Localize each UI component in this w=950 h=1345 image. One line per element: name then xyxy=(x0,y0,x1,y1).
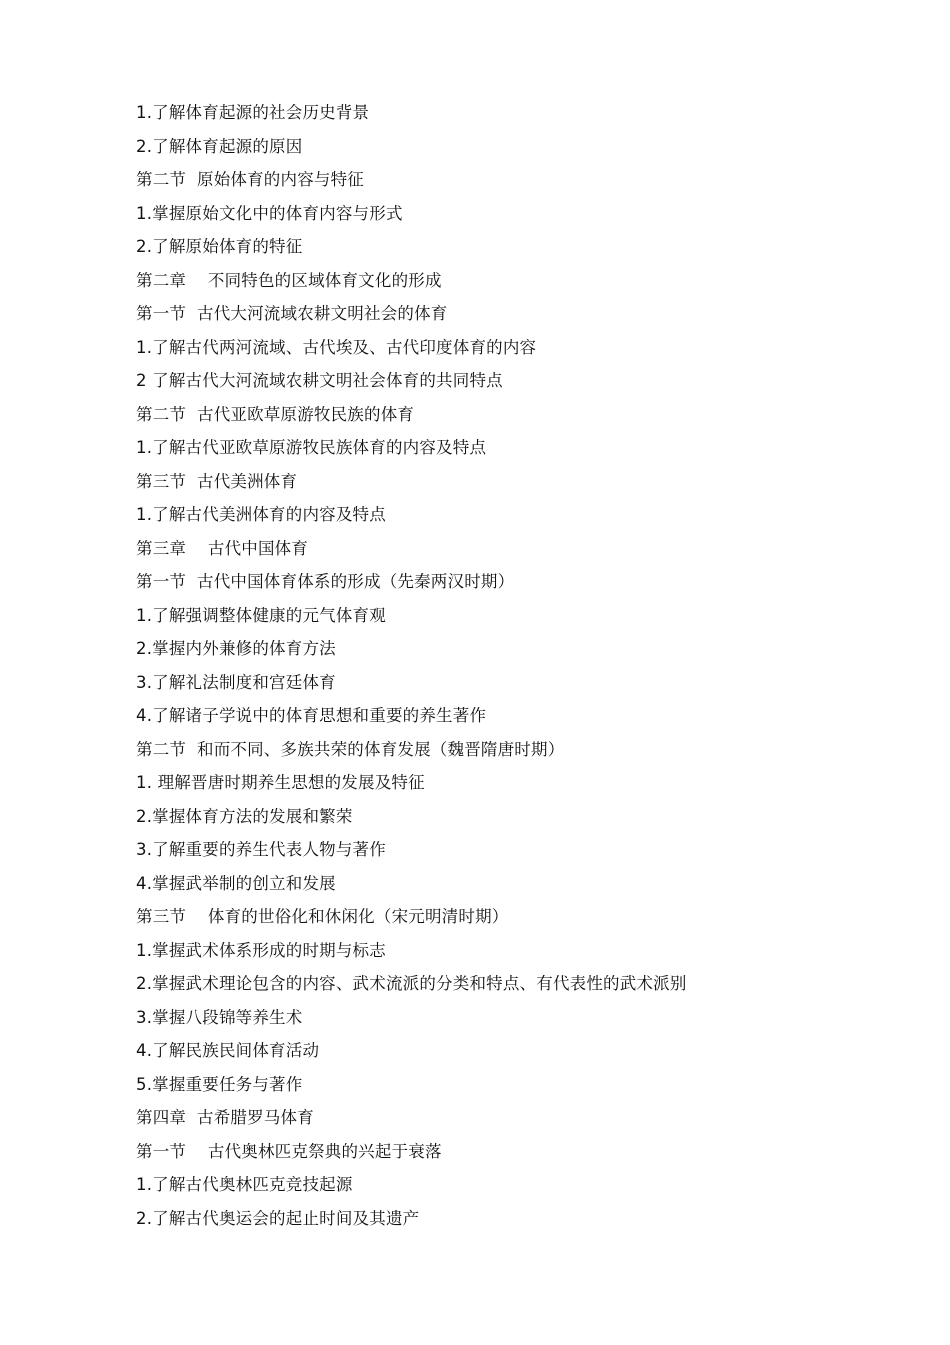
section-heading: 第二节 古代亚欧草原游牧民族的体育 xyxy=(136,404,415,424)
text-line: 2.了解体育起源的原因 xyxy=(136,136,303,156)
text-line: 1.了解体育起源的社会历史背景 xyxy=(136,103,370,122)
text-line: 3.了解重要的养生代表人物与著作 xyxy=(136,840,386,859)
text-line: 1.了解强调整体健康的元气体育观 xyxy=(136,605,386,625)
text-line: 2 了解古代大河流域农耕文明社会体育的共同特点 xyxy=(136,371,503,390)
chapter-heading: 第四章 古希腊罗马体育 xyxy=(136,1108,314,1127)
document-body xyxy=(136,98,916,1237)
chapter-heading: 第三章 古代中国体育 xyxy=(136,538,309,558)
text-line: 1.掌握武术体系形成的时期与标志 xyxy=(136,940,386,960)
text-line: 1.了解古代奥林匹克竞技起源 xyxy=(136,1175,353,1194)
text-line: 1.掌握原始文化中的体育内容与形式 xyxy=(136,203,403,223)
text-line: 3.了解礼法制度和宫廷体育 xyxy=(136,672,336,692)
text-line: 1.了解古代亚欧草原游牧民族体育的内容及特点 xyxy=(136,438,487,457)
text-line: 4.掌握武举制的创立和发展 xyxy=(136,873,336,893)
section-heading: 第一节 古代大河流域农耕文明社会的体育 xyxy=(136,304,448,323)
text-line: 1.了解古代美洲体育的内容及特点 xyxy=(136,505,386,524)
text-line: 1.了解古代两河流域、古代埃及、古代印度体育的内容 xyxy=(136,337,537,357)
section-heading: 第二节 原始体育的内容与特征 xyxy=(136,170,364,189)
text-line: 2.掌握内外兼修的体育方法 xyxy=(136,639,336,658)
text-line: 4.了解民族民间体育活动 xyxy=(136,1041,320,1060)
text-line: 3.掌握八段锦等养生术 xyxy=(136,1007,303,1027)
text-line: 4.了解诸子学说中的体育思想和重要的养生著作 xyxy=(136,706,487,725)
text-line: 1. 理解晋唐时期养生思想的发展及特征 xyxy=(136,773,425,792)
text-line: 5.掌握重要任务与著作 xyxy=(136,1074,303,1094)
section-heading: 第三节 古代美洲体育 xyxy=(136,471,298,491)
section-heading: 第一节 古代中国体育体系的形成（先秦两汉时期） xyxy=(136,572,515,591)
text-line: 2.掌握武术理论包含的内容、武术流派的分类和特点、有代表性的武术派别 xyxy=(136,974,687,993)
text-line: 2.了解古代奥运会的起止时间及其遗产 xyxy=(136,1208,420,1228)
text-line: 2.了解原始体育的特征 xyxy=(136,237,303,256)
chapter-heading: 第二章 不同特色的区域体育文化的形成 xyxy=(136,270,442,290)
section-heading: 第三节 体育的世俗化和休闲化（宋元明清时期） xyxy=(136,907,509,926)
section-heading: 第二节 和而不同、多族共荣的体育发展（魏晋隋唐时期） xyxy=(136,739,565,759)
text-line: 2.掌握体育方法的发展和繁荣 xyxy=(136,806,353,826)
section-heading: 第一节 古代奥林匹克祭典的兴起于衰落 xyxy=(136,1141,442,1161)
